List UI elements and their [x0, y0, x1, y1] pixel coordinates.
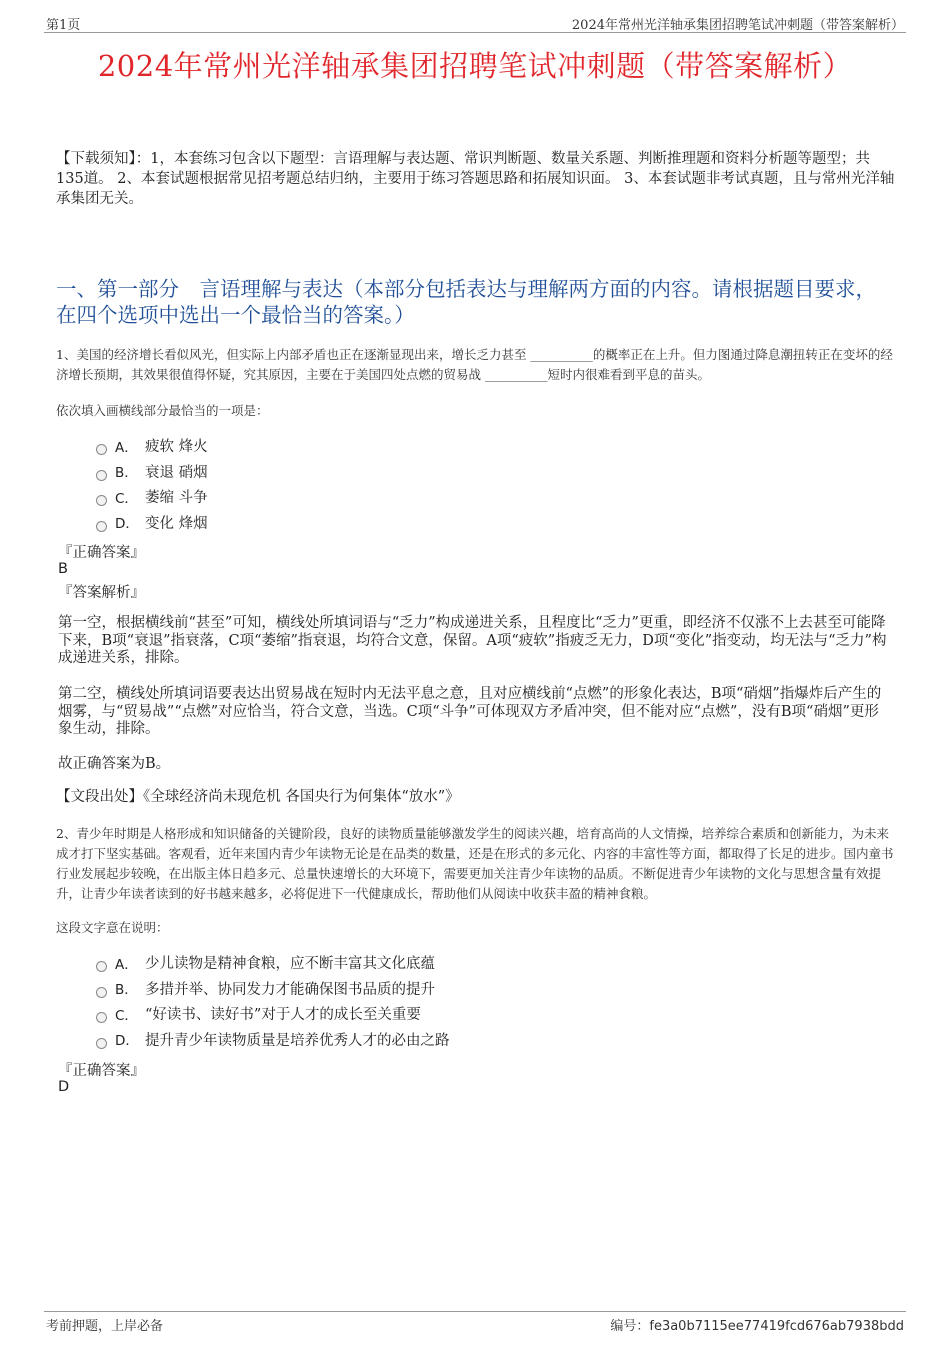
download-notice: 【下载须知】：1，本套练习包含以下题型：言语理解与表达题、常识判断题、数量关系题、判断推理题和资料分析题等题型；共135道。 2、本套试题根据常见招考题总结归纳，主要用于练习答题思路和拓展知识面。 3、本套试题非考试真题，且与常州光洋轴承集团无关。: [56, 151, 895, 207]
question-1-options: [96, 433, 208, 535]
radio-icon[interactable]: [96, 987, 107, 998]
question-2-option-c[interactable]: C． “好读书、读好书”对于人才的成长至关重要: [96, 1001, 450, 1027]
header-doc-title: 2024年常州光洋轴承集团招聘笔试冲刺题（带答案解析）: [571, 18, 904, 33]
page-header: [44, 10, 906, 33]
question-1-analysis-paragraph-1: 第一空，根据横线前“甚至”可知，横线处所填词语与“乏力”构成递进关系，且程度比“乏力”更重，即经济不仅涨不上去甚至可能降下来，B项“衰退”指衰落，C项“萎缩”指衰退，均符合文意，保留。A项“疲软”指疲乏无力，D项“变化”指变动，均无法与“乏力”构成递进关系，排除。: [58, 615, 887, 666]
question-1-option-d[interactable]: D． 变化 烽烟: [96, 510, 208, 536]
question-1-text: 1、美国的经济增长看似风光，但实际上内部矛盾也正在逐渐显现出来，增长乏力甚至 __________的概率正在上升。但力图通过降息潮扭转正在变坏的经济增长预期，其效果很值得怀疑，究其原因，主要在于美国四处点燃的贸易战 __________短时内很难看到平息的苗头。: [56, 347, 893, 382]
question-2-text: 2、青少年时期是人格形成和知识储备的关键阶段，良好的读物质量能够激发学生的阅读兴趣，培育高尚的人文情操，培养综合素质和创新能力，为未来成才打下坚实基础。客观看，近年来国内青少年读物无论是在品类的数量，还是在形式的多元化、内容的丰富性等方面，都取得了长足的进步。国内童书行业发展起步较晚，在出版主体日趋多元、总量快速增长的大环境下，需要更加关注青少年读物的品质。不断促进青少年读物的文化与思想含量有效提升，让青少年读者读到的好书越来越多，必将促进下一代健康成长，帮助他们从阅读中收获丰盈的精神食粮。: [56, 826, 894, 901]
question-2-answer-label: 『正确答案』: [58, 1063, 145, 1079]
question-1-prompt: 依次填入画横线部分最恰当的一项是：: [56, 403, 269, 418]
question-1-analysis-label: 『答案解析』: [58, 585, 145, 601]
question-1-option-a[interactable]: A． 疲软 烽火: [96, 433, 208, 459]
radio-icon[interactable]: [96, 444, 107, 455]
page-footer: [44, 1311, 906, 1336]
radio-icon[interactable]: [96, 1038, 107, 1049]
question-1-answer-label: 『正确答案』: [58, 545, 145, 561]
question-2-option-d[interactable]: D． 提升青少年读物质量是培养优秀人才的必由之路: [96, 1027, 450, 1053]
radio-icon[interactable]: [96, 521, 107, 532]
question-2-options: [96, 950, 450, 1052]
question-2-option-b[interactable]: B． 多措并举、协同发力才能确保图书品质的提升: [96, 976, 450, 1002]
section-title: 一、第一部分 言语理解与表达（本部分包括表达与理解两方面的内容。请根据题目要求，在四个选项中选出一个最恰当的答案。）: [56, 277, 876, 327]
footer-code: 编号：fe3a0b7115ee77419fcd676ab7938bdd: [610, 1319, 904, 1334]
question-2-answer: D: [58, 1079, 70, 1095]
question-2-option-a[interactable]: A． 少儿读物是精神食粮，应不断丰富其文化底蕴: [96, 950, 450, 976]
question-1-analysis-paragraph-2: 第二空，横线处所填词语要表达出贸易战在短时内无法平息之意，且对应横线前“点燃”的形象化表达，B项“硝烟”指爆炸后产生的烟雾，与“贸易战”“点燃”对应恰当，符合文意，当选。C项“斗争”可体现双方矛盾冲突，但不能对应“点燃”，没有B项“硝烟”更形象生动，排除。: [58, 686, 882, 737]
radio-icon[interactable]: [96, 961, 107, 972]
document-title: 2024年常州光洋轴承集团招聘笔试冲刺题（带答案解析）: [97, 49, 853, 83]
radio-icon[interactable]: [96, 1012, 107, 1023]
question-1-source: 【文段出处】《全球经济尚未现危机 各国央行为何集体“放水”》: [56, 789, 460, 805]
question-1-option-c[interactable]: C． 萎缩 斗争: [96, 484, 208, 510]
radio-icon[interactable]: [96, 495, 107, 506]
question-1-answer: B: [58, 561, 68, 577]
question-2-prompt: 这段文字意在说明：: [56, 920, 169, 935]
question-1-conclusion: 故正确答案为B。: [58, 756, 171, 772]
radio-icon[interactable]: [96, 470, 107, 481]
footer-slogan: 考前押题，上岸必备: [46, 1319, 164, 1334]
question-1-option-b[interactable]: B． 衰退 硝烟: [96, 459, 208, 485]
page-number: 第1页: [46, 18, 81, 33]
